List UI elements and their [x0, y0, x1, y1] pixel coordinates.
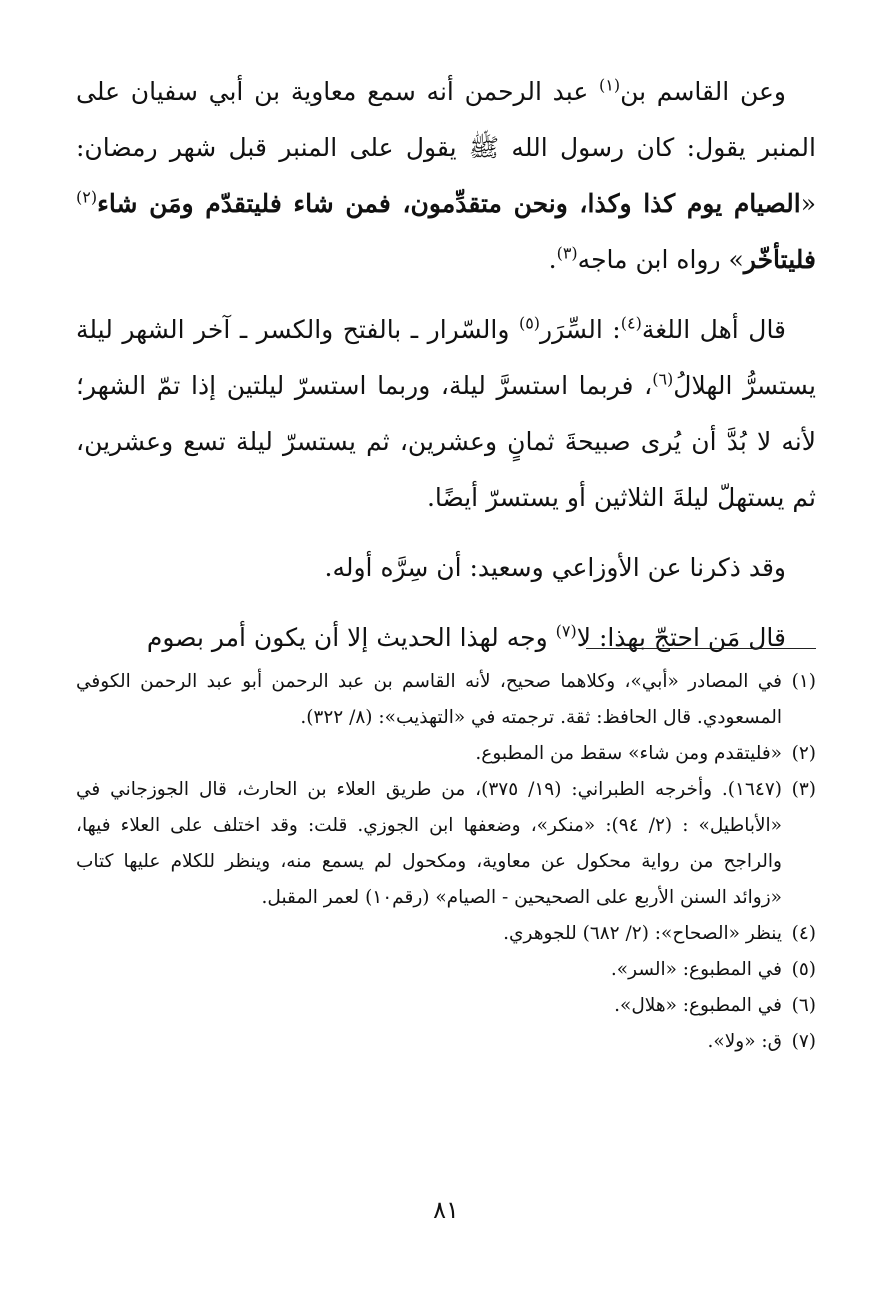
text-run: وقد ذكرنا عن الأوزاعي وسعيد: أن سِرَّه أوله. [324, 553, 786, 582]
text-run: عبد الرحمن أنه سمع معاوية بن أبي سفيان على المنبر يقول: كان رسول الله ﷺ يقول على المنبر قبل شهر رمضان: « [76, 77, 816, 218]
footnote-number: (٤) [791, 923, 816, 944]
footnote-ref-7: (٧) [555, 621, 577, 641]
footnote-ref-2: (٢) [76, 187, 98, 207]
text-run: والسّرار ـ بالفتح والكسر ـ آخر الشهر ليلة يستسرُّ الهلالُ [76, 315, 817, 400]
book-page [76, 64, 816, 1290]
paragraph-4 [76, 610, 816, 666]
page-number: ٨١ [433, 1196, 459, 1224]
footnote-number: (١) [791, 671, 816, 692]
footnote-item [76, 772, 816, 916]
text-run: » رواه ابن ماجه [577, 245, 744, 274]
footnote-text: ق: «ولا». [707, 1031, 782, 1052]
footnote-number: (٣) [791, 779, 816, 800]
footnote-ref-4: (٤) [620, 313, 642, 333]
footnote-item [76, 1024, 816, 1060]
footnote-text: في المطبوع: «السر». [610, 959, 782, 980]
footnote-text: في المطبوع: «هلال». [614, 995, 782, 1016]
footnote-item [76, 664, 816, 736]
text-run: وعن القاسم بن [620, 77, 786, 106]
text-run: ، فربما استسرَّ ليلة، وربما استسرّ ليلتين إذا تمّ الشهر؛ لأنه لا بُدَّ أن يُرى صبيحةَ ثمانٍ وعشرين، ثم يستسرّ ليلة تسع وعشرين، ثم يستهلّ ليلةَ الثلاثين أو يستسرّ أيضًا. [76, 371, 816, 512]
paragraph-3 [76, 540, 816, 596]
footnote-item [76, 916, 816, 952]
footnote-number: (٢) [791, 743, 816, 764]
footnote-ref-3: (٣) [556, 243, 578, 263]
hadith-quote: فليتأخّر [743, 245, 816, 274]
footnote-item [76, 988, 816, 1024]
footnote-text: «فليتقدم ومن شاء» سقط من المطبوع. [475, 743, 782, 764]
hadith-quote: الصيام يوم كذا وكذا، ونحن متقدِّمون، فمن شاء فليتقدّم ومَن شاء [97, 189, 801, 218]
footnote-text: في المصادر «أبي»، وكلاهما صحيح، لأنه القاسم بن عبد الرحمن أبو عبد الرحمن الكوفي المسعودي. قال الحافظ: ثقة. ترجمته في «التهذيب»: (٨/ ٣٢٢). [76, 671, 782, 728]
footnote-text: ينظر «الصحاح»: (٢/ ٦٨٢) للجوهري. [503, 923, 782, 944]
paragraph-1 [76, 64, 816, 288]
text-run: . [548, 245, 557, 274]
footnote-number: (٥) [791, 959, 816, 980]
footnote-text: (١٦٤٧). وأخرجه الطبراني: (١٩/ ٣٧٥)، من طريق العلاء بن الحارث، قال الجوزجاني في «الأباطيل» : (٢/ ٩٤): «منكر»، وضعفها ابن الجوزي. قلت: وقد اختلف على العلاء فيها، والراجح من رواية محكول عن معاوية، ومكحول لم يسمع منه، وينظر للكلام عليها كتاب «زوائد السنن الأربع على الصحيحين - الصيام» (رقم١٠) لعمر المقبل. [76, 779, 782, 908]
footnote-separator [586, 648, 816, 649]
footnote-number: (٧) [791, 1031, 816, 1052]
footnote-number: (٦) [791, 995, 816, 1016]
footnote-item [76, 952, 816, 988]
text-run: قال مَن احتجّ بهذا: لا [576, 623, 786, 652]
footnote-ref-6: (٦) [652, 369, 674, 389]
paragraph-2 [76, 302, 816, 526]
text-run: : السِّرَر [540, 315, 621, 344]
footnotes [76, 664, 816, 1060]
footnote-ref-1: (١) [598, 75, 621, 95]
footnote-item [76, 736, 816, 772]
main-text [76, 64, 816, 666]
text-run: وجه لهذا الحديث إلا أن يكون أمر بصوم [146, 623, 556, 652]
footnote-ref-5: (٥) [518, 313, 541, 333]
text-run: قال أهل اللغة [641, 315, 787, 344]
